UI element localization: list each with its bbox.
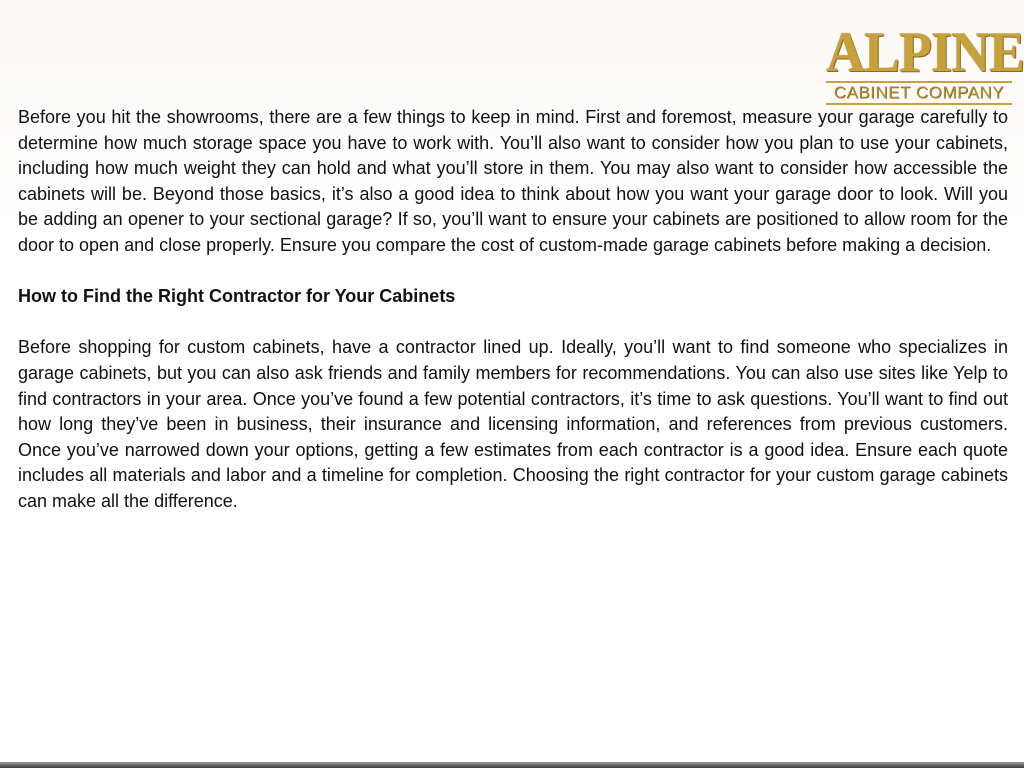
logo-tagline: CABINET COMPANY [826, 81, 1012, 105]
slide-content [18, 105, 1008, 540]
section-heading: How to Find the Right Contractor for Your Cabinets [18, 286, 456, 307]
company-logo [826, 20, 1024, 105]
body-paragraph-2: Before shopping for custom cabinets, have a contractor lined up. Ideally, you’ll want to find someone who specializes in garage cabinets, but you can also ask friends and family members for recommendations. You can also use sites like Yelp to find contractors in your area. Once you’ve found a few potential contractors, it’s time to ask questions. You’ll want to find out how long they’ve been in business, their insurance and licensing information, and references from previous customers. Once you’ve narrowed down your options, getting a few estimates from each contractor is a good idea. Ensure each quote includes all materials and labor and a timeline for completion. Choosing the right contractor for your custom garage cabinets can make all the difference. [18, 337, 1008, 511]
body-paragraph-1: Before you hit the showrooms, there are a few things to keep in mind. First and foremost, measure your garage carefully to determine how much storage space you have to work with. You’ll also want to consider how you plan to use your cabinets, including how much weight they can hold and what you’ll store in them. You may also want to consider how accessible the cabinets will be. Beyond those basics, it’s also a good idea to think about how you want your garage door to look. Will you be adding an opener to your sectional garage? If so, you’ll want to ensure your cabinets are positioned to allow room for the door to open and close properly. Ensure you compare the cost of custom-made garage cabinets before making a decision. [18, 107, 1008, 255]
logo-wordmark: ALPINE [826, 20, 1024, 84]
bottom-divider [0, 762, 1024, 768]
